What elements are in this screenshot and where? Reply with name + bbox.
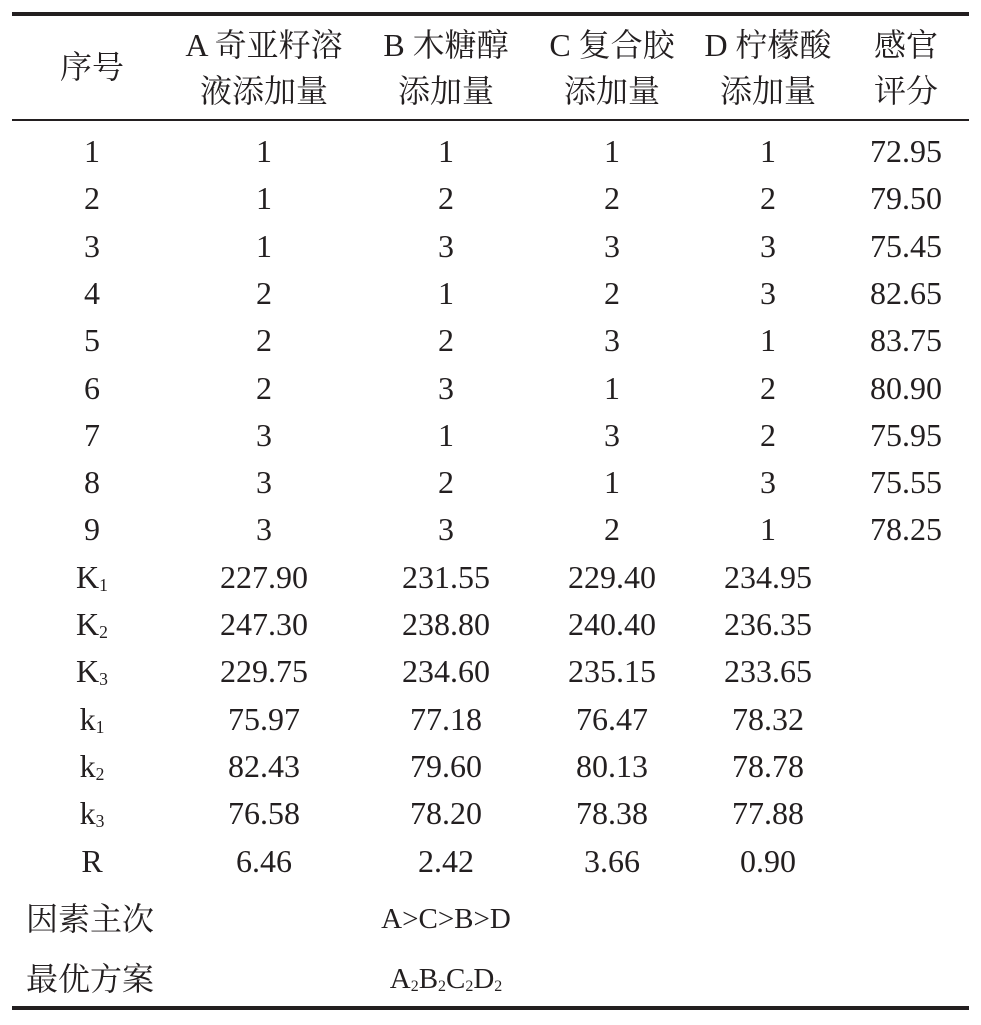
table-cell: 1 — [438, 274, 454, 311]
header-score — [846, 22, 966, 114]
stat-value: 78.20 — [410, 795, 482, 832]
stat-label-subscript: 1 — [99, 574, 108, 595]
header-a — [170, 22, 358, 114]
table-cell: 2 — [256, 322, 272, 359]
stat-label-subscript: 2 — [95, 764, 105, 785]
table-cell: 2 — [256, 274, 272, 311]
table-cell: 3 — [760, 227, 776, 264]
table-cell: 2 — [760, 180, 776, 217]
stat-label-base: k — [79, 747, 96, 784]
header-b-line1: B 木糖醇 — [383, 27, 509, 63]
table-cell: 1 — [256, 180, 272, 217]
stat-label — [32, 838, 152, 884]
stat-label-subscript: 2 — [99, 622, 108, 643]
stat-value: 247.30 — [220, 606, 308, 642]
table-cell: 7 — [84, 416, 100, 453]
table-cell: 1 — [760, 322, 776, 359]
header-c — [534, 22, 690, 114]
table-cell: 2 — [604, 180, 620, 217]
stat-value: 231.55 — [402, 558, 490, 595]
table-cell: 4 — [84, 274, 100, 311]
optimal-factor: A — [389, 963, 411, 995]
table-cell: 2 — [760, 416, 776, 453]
stat-value: 3.66 — [584, 842, 640, 879]
stat-value: 78.38 — [576, 795, 648, 832]
stat-label — [32, 790, 152, 836]
header-a-line1: A 奇亚籽溶 — [185, 27, 343, 63]
table-cell: 5 — [84, 322, 100, 359]
table-cell: 3 — [760, 464, 776, 501]
stat-value: 233.65 — [724, 653, 812, 690]
stat-value: 77.88 — [732, 795, 804, 832]
table-cell: 1 — [256, 227, 272, 264]
stat-label-subscript: 1 — [95, 716, 105, 737]
optimal-value — [358, 956, 534, 1002]
table-cell: 1 — [84, 133, 100, 169]
optimal-factor: C — [446, 963, 466, 995]
table-cell: 1 — [760, 133, 776, 169]
header-d-line1: D 柠檬酸 — [704, 27, 832, 63]
table-cell: 3 — [256, 416, 272, 453]
table-cell: 3 — [604, 322, 620, 359]
stat-label-base: k — [79, 795, 96, 832]
stat-value: 229.40 — [568, 558, 656, 595]
table-cell: 75.45 — [870, 227, 942, 264]
stat-label — [32, 554, 152, 600]
header-d-line2: 添加量 — [719, 73, 816, 109]
stat-value: 76.47 — [576, 700, 648, 737]
table-cell: 2 — [84, 180, 100, 217]
stat-label-subscript: 3 — [95, 811, 105, 832]
optimal-level: 2 — [494, 977, 503, 995]
header-score-line1: 感官 — [873, 27, 938, 63]
stat-value: 78.32 — [732, 700, 804, 737]
table-header-rule — [12, 119, 969, 121]
table-cell: 3 — [604, 416, 620, 453]
stat-value: 235.15 — [568, 653, 656, 690]
stat-value: 77.18 — [410, 700, 482, 737]
stat-label-base: K — [76, 558, 100, 595]
stat-value: 229.75 — [220, 653, 308, 690]
optimal-level: 2 — [438, 977, 446, 995]
stat-label-base: K — [76, 606, 100, 642]
table-cell: 2 — [604, 511, 620, 548]
table-cell: 1 — [438, 133, 454, 169]
table-cell: 79.50 — [870, 180, 942, 217]
stat-value: 240.40 — [568, 606, 656, 642]
optimal-level: 2 — [465, 977, 474, 995]
table-cell: 3 — [438, 511, 454, 548]
table-cell: 1 — [604, 133, 620, 169]
stat-value: 75.97 — [228, 700, 300, 737]
table-cell: 2 — [760, 369, 776, 406]
stat-value: 236.35 — [724, 606, 812, 642]
header-a-line2: 液添加量 — [199, 73, 328, 109]
table-cell: 75.95 — [870, 416, 942, 453]
stat-label — [32, 696, 152, 742]
table-cell: 3 — [604, 227, 620, 264]
table-cell: 78.25 — [870, 511, 942, 548]
table-cell: 83.75 — [870, 322, 942, 359]
stat-label — [32, 601, 152, 647]
header-d — [690, 22, 846, 114]
optimal-level: 2 — [410, 977, 419, 995]
optimal-factor: D — [473, 963, 495, 995]
table-cell: 2 — [604, 274, 620, 311]
stat-value: 227.90 — [220, 558, 308, 595]
stat-value: 0.90 — [740, 842, 796, 879]
stat-value: 6.46 — [236, 842, 292, 879]
header-b-line2: 添加量 — [397, 73, 494, 109]
stat-value: 234.60 — [402, 653, 490, 690]
stat-value: 2.42 — [418, 842, 474, 879]
table-cell: 82.65 — [870, 274, 942, 311]
table-cell: 3 — [438, 227, 454, 264]
table-cell: 1 — [604, 464, 620, 501]
header-c-line1: C 复合胶 — [549, 27, 675, 63]
table-cell: 1 — [604, 369, 620, 406]
header-c-line2: 添加量 — [563, 73, 660, 109]
table-cell: 1 — [760, 511, 776, 548]
table-cell: 3 — [760, 274, 776, 311]
table-cell: 8 — [84, 464, 100, 501]
factor-order-label: 因素主次 — [26, 901, 155, 937]
table-cell: 6 — [84, 369, 100, 406]
table-cell: 3 — [256, 464, 272, 501]
stat-value: 76.58 — [228, 795, 300, 832]
stat-label — [32, 648, 152, 694]
stat-value: 78.78 — [732, 747, 804, 784]
factor-order-value: A>C>B>D — [381, 903, 511, 935]
stat-label-base: k — [79, 700, 96, 737]
table-cell: 3 — [256, 511, 272, 548]
header-index: 序号 — [59, 49, 124, 85]
table-cell: 2 — [438, 180, 454, 217]
optimal-label: 最优方案 — [26, 961, 155, 997]
stat-label-subscript: 3 — [99, 669, 108, 690]
stat-value: 238.80 — [402, 606, 490, 642]
table-cell: 75.55 — [870, 464, 942, 501]
header-score-line2: 评分 — [873, 73, 938, 109]
optimal-factor: B — [418, 963, 439, 995]
stat-value: 82.43 — [228, 747, 300, 784]
table-cell: 1 — [256, 133, 272, 169]
table-cell: 9 — [84, 511, 100, 548]
table-cell: 2 — [438, 464, 454, 501]
stat-label — [32, 743, 152, 789]
stat-value: 79.60 — [410, 747, 482, 784]
table-bottom-rule — [12, 1006, 969, 1010]
table-cell: 80.90 — [870, 369, 942, 406]
table-cell: 2 — [438, 322, 454, 359]
table-cell: 72.95 — [870, 133, 942, 169]
table-cell: 1 — [438, 416, 454, 453]
table-cell: 2 — [256, 369, 272, 406]
table-top-rule — [12, 12, 969, 16]
stat-value: 234.95 — [724, 558, 812, 595]
stat-label-base: R — [81, 842, 103, 879]
header-b — [358, 22, 534, 114]
table-cell: 3 — [438, 369, 454, 406]
stat-label-base: K — [76, 653, 100, 690]
table-cell: 3 — [84, 227, 100, 264]
stat-value: 80.13 — [576, 747, 648, 784]
